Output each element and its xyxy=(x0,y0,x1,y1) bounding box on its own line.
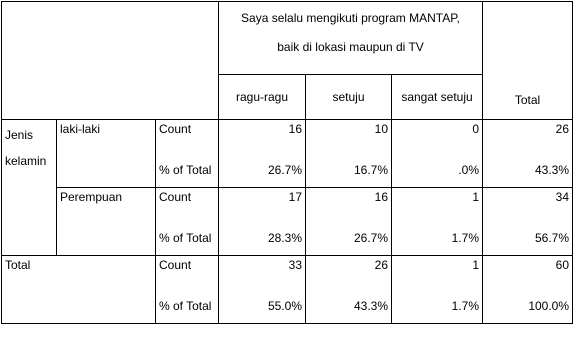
cell-value: 55.0% xyxy=(219,290,306,324)
cell-value: 56.7% xyxy=(483,222,573,256)
cell-value: 17 xyxy=(219,188,306,222)
group-label-line-2: kelamin xyxy=(5,154,47,168)
header-corner xyxy=(2,2,219,120)
stat-label-count: Count xyxy=(156,188,219,222)
row-label-total: Total xyxy=(2,256,156,324)
group-label-line-1: Jenis xyxy=(5,128,34,142)
cell-value: 1.7% xyxy=(392,290,483,324)
cell-value: 1.7% xyxy=(392,222,483,256)
header-row-1 xyxy=(2,2,573,75)
total-column-header: Total xyxy=(483,2,573,120)
cell-value: 26.7% xyxy=(306,222,392,256)
row-label-perempuan: Perempuan xyxy=(57,188,156,256)
row-perempuan-count xyxy=(2,188,573,222)
spanning-column-header xyxy=(219,2,483,75)
cell-value: 26.7% xyxy=(219,154,306,188)
cell-value: 0 xyxy=(392,120,483,154)
stat-label-count: Count xyxy=(156,256,219,290)
row-total-count xyxy=(2,256,573,290)
cell-value: 33 xyxy=(219,256,306,290)
crosstab-table xyxy=(1,1,573,324)
cell-value: 1 xyxy=(392,256,483,290)
stat-label-pct: % of Total xyxy=(156,222,219,256)
stat-label-pct: % of Total xyxy=(156,154,219,188)
cell-value: 10 xyxy=(306,120,392,154)
cell-value: 26 xyxy=(306,256,392,290)
column-header-setuju: setuju xyxy=(306,75,392,120)
stat-label-count: Count xyxy=(156,120,219,154)
cell-value: 1 xyxy=(392,188,483,222)
column-header-ragu-ragu: ragu-ragu xyxy=(219,75,306,120)
spanning-title-line-1: Saya selalu mengikuti program MANTAP, xyxy=(241,11,460,25)
cell-value: 34 xyxy=(483,188,573,222)
cell-value: 43.3% xyxy=(306,290,392,324)
cell-value: .0% xyxy=(392,154,483,188)
spanning-title-line-2: baik di lokasi maupun di TV xyxy=(277,40,424,54)
cell-value: 16.7% xyxy=(306,154,392,188)
stat-label-pct: % of Total xyxy=(156,290,219,324)
cell-value: 100.0% xyxy=(483,290,573,324)
cell-value: 43.3% xyxy=(483,154,573,188)
column-header-sangat-setuju: sangat setuju xyxy=(392,75,483,120)
cell-value: 26 xyxy=(483,120,573,154)
cell-value: 60 xyxy=(483,256,573,290)
row-laki-count xyxy=(2,120,573,154)
cell-value: 16 xyxy=(306,188,392,222)
cell-value: 16 xyxy=(219,120,306,154)
cell-value: 28.3% xyxy=(219,222,306,256)
group-label-jenis-kelamin xyxy=(2,120,57,256)
row-label-laki-laki: laki-laki xyxy=(57,120,156,188)
